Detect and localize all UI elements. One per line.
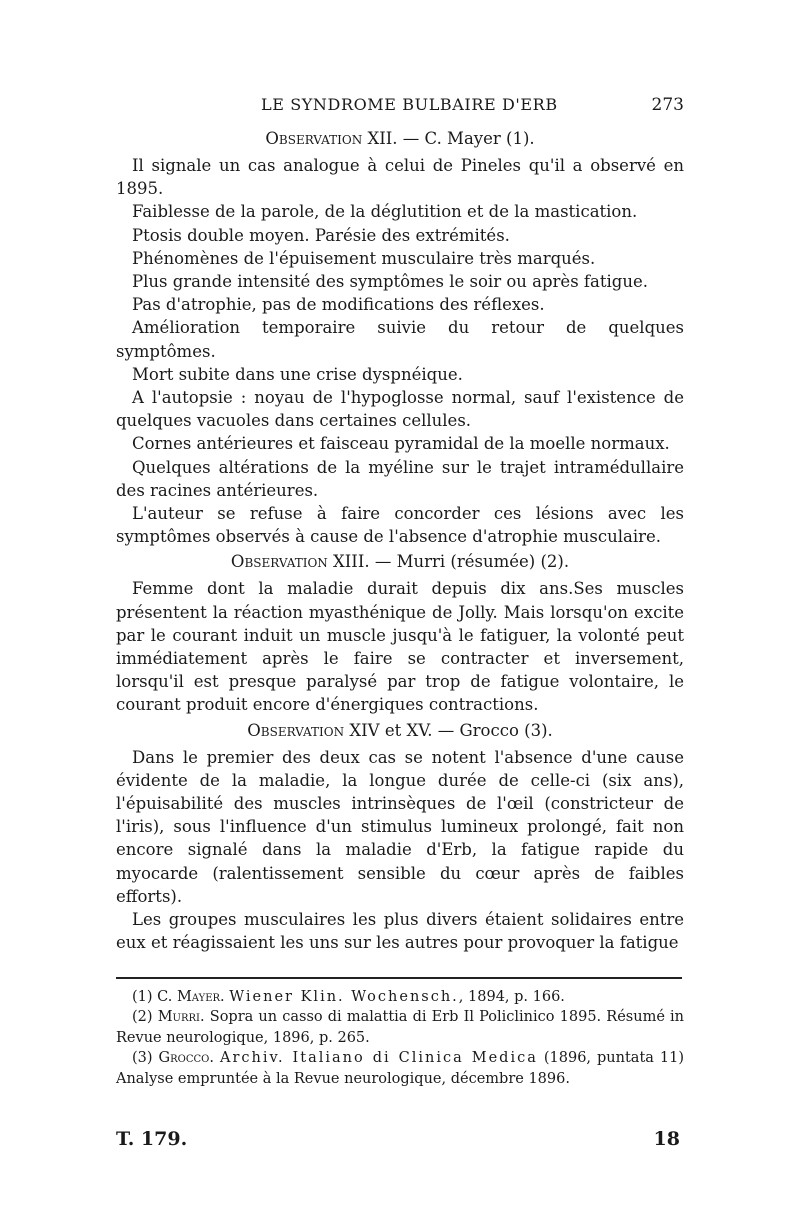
sheet-number: 18 bbox=[653, 1128, 680, 1150]
footnote-number: (2) bbox=[132, 1009, 153, 1025]
paragraph: Faiblesse de la parole, de la déglutition et de la mastication. bbox=[132, 202, 638, 222]
observation-author: et XV. — Grocco (3). bbox=[384, 720, 553, 740]
footnote-divider bbox=[116, 977, 682, 979]
observation-heading bbox=[116, 552, 684, 571]
paragraph: Femme dont la maladie durait depuis dix ans.Ses muscles présentent la réaction myasthénique de Jolly. Mais lorsqu'on excite par le courant induit un muscle jusqu'à le fatiguer, la volonté peut immédiatement après le faire se contracter et inversement, lorsqu'il est presque paralysé par trop de fatigue volontaire, le courant produit encore d'énergiques contractions. bbox=[116, 579, 684, 715]
paragraph: Phénomènes de l'épuisement musculaire très marqués. bbox=[132, 248, 596, 268]
footnote-number: (1) bbox=[132, 988, 153, 1005]
paragraph: Pas d'atrophie, pas de modifications des réflexes. bbox=[132, 295, 545, 315]
paragraph: Amélioration temporaire suivie du retour de quelques symptômes. bbox=[116, 318, 684, 361]
paragraph: Les groupes musculaires les plus divers étaient solidaires entre eux et réagissaient les uns sur les autres pour provoquer la fatigue bbox=[116, 910, 684, 953]
paragraph: Dans le premier des deux cas se notent l'absence d'une cause évidente de la maladie, la longue durée de celle-ci (six ans), l'épuisabilité des muscles intrinsèques de l'œil (constricteur de l'iris), sous l'influence d'un stimulus lumineux prolongé, fait non encore signalé dans la maladie d'Erb, la fatigue rapide du myocarde (ralentissement sensible du cœur après de faibles efforts). bbox=[116, 747, 684, 906]
observation-label: Observation XIV bbox=[247, 720, 380, 740]
observation-heading bbox=[116, 721, 684, 740]
paragraph: Cornes antérieures et faisceau pyramidal de la moelle normaux. bbox=[132, 434, 670, 454]
paragraph: A l'autopsie : noyau de l'hypoglosse normal, sauf l'existence de quelques vacuoles dans certaines cellules. bbox=[116, 388, 684, 431]
paragraph: Mort subite dans une crise dyspnéique. bbox=[132, 364, 463, 384]
footnote-source: Wiener Klin. Wochensch. bbox=[229, 988, 459, 1005]
running-header bbox=[116, 95, 684, 125]
footnote-text: , 1894, p. 166. bbox=[458, 988, 565, 1005]
footnote bbox=[116, 1007, 684, 1048]
footnote-number: (3) bbox=[132, 1050, 153, 1066]
observation-author: — C. Mayer (1). bbox=[402, 129, 535, 148]
footnote-author: Grocco. bbox=[158, 1050, 214, 1066]
footnote-source: Archiv. Italiano di Clinica Medica bbox=[219, 1050, 538, 1066]
paragraph: Ptosis double moyen. Parésie des extrémités. bbox=[132, 225, 510, 245]
page-footer bbox=[116, 1128, 684, 1152]
observation-label: Observation XIII. bbox=[230, 552, 370, 572]
footnote bbox=[116, 1048, 684, 1089]
paragraph: Quelques altérations de la myéline sur le trajet intramédullaire des racines antérieures. bbox=[116, 457, 684, 500]
observation-label: Observation XII. bbox=[265, 129, 398, 148]
footnote-author: Murri. bbox=[157, 1009, 205, 1025]
paragraph: Plus grande intensité des symptômes le soir ou après fatigue. bbox=[132, 272, 648, 292]
running-title: LE SYNDROME BULBAIRE D'ERB bbox=[261, 95, 558, 114]
observation-author: — Murri (résumée) (2). bbox=[374, 552, 570, 572]
footnote-author: C. Mayer. bbox=[157, 988, 225, 1005]
footnote bbox=[116, 987, 684, 1008]
footnote-text: (1896, puntata 11) Analyse empruntée à la Revue neurologique, décembre 1896. bbox=[116, 1050, 685, 1087]
paragraph: Il signale un cas analogue à celui de Pineles qu'il a observé en 1895. bbox=[116, 156, 684, 199]
page-number: 273 bbox=[651, 95, 684, 115]
signature-mark: T. 179. bbox=[116, 1128, 188, 1150]
page bbox=[116, 95, 684, 1089]
paragraph: L'auteur se refuse à faire concorder ces lésions avec les symptômes observés à cause de l'absence d'atrophie musculaire. bbox=[116, 504, 684, 547]
observation-heading bbox=[116, 129, 684, 148]
footnote-text: Sopra un casso di malattia di Erb Il Policlinico 1895. Résumé in Revue neurologique, 1896, p. 265. bbox=[116, 1009, 685, 1046]
